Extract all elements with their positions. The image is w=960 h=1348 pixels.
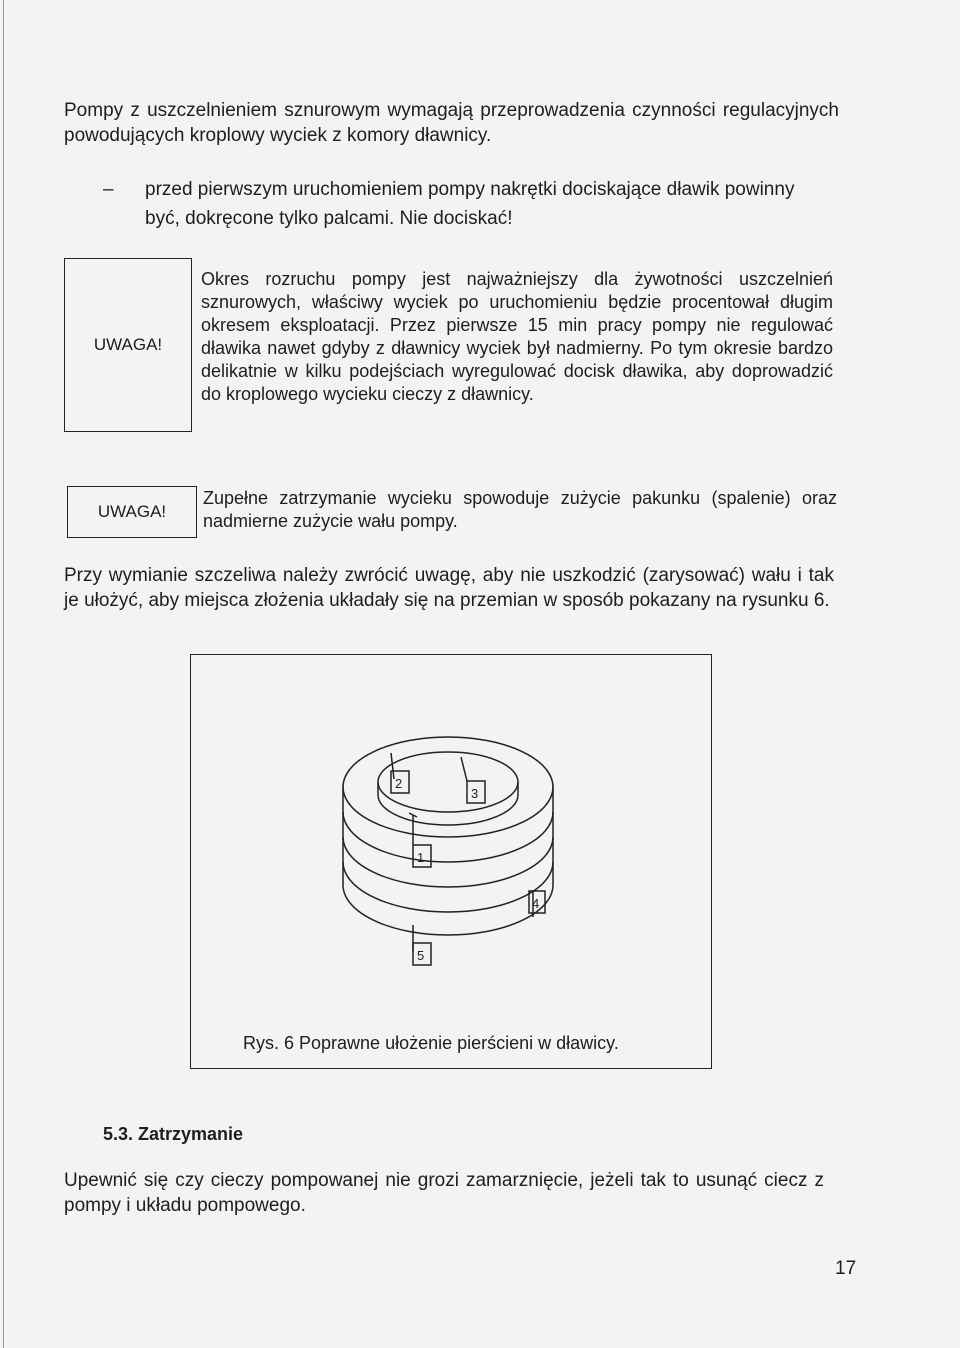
warning-label: UWAGA! bbox=[93, 335, 163, 354]
ring-label-1: 1 bbox=[417, 850, 425, 865]
warning2-label-box bbox=[67, 486, 197, 538]
stop-paragraph: Upewnić się czy cieczy pompowanej nie grozi zamarznięcie, jeżeli tak to usunąć ciecz z pompy i układu pompowego. bbox=[64, 1170, 824, 1216]
scan-edge-line bbox=[3, 0, 4, 1348]
ring-label-5: 5 bbox=[417, 948, 425, 963]
packing-rings-drawing bbox=[191, 655, 713, 1070]
ring-label-4: 4 bbox=[532, 896, 540, 911]
warning-label-box bbox=[64, 258, 192, 432]
figure-frame bbox=[190, 654, 712, 1069]
list-dash: – bbox=[103, 179, 114, 200]
figure-caption: Rys. 6 Poprawne ułożenie pierścieni w dławicy. bbox=[243, 1033, 619, 1053]
section-heading: 5.3. Zatrzymanie bbox=[103, 1124, 244, 1144]
warning-text: Okres rozruchu pompy jest najważniejszy dla żywotności uszczelnień sznurowych, właściwy wyciek po uruchomieniu będzie procentował długim okresem eksploatacji. Przez pierwsze 15 min pracy pompy nie regulować dławika nawet gdyby z dławnicy wyciek był nadmierny. Po tym okresie bardzo delikatnie w kilku podejściach wyregulować docisk dławika, aby doprowadzić do kroplowego wycieku cieczy z dławnicy. bbox=[201, 269, 833, 404]
ring-label-2: 2 bbox=[395, 776, 403, 791]
list-item-line1: przed pierwszym uruchomieniem pompy nakrętki dociskające dławik powinny bbox=[145, 179, 795, 200]
warning2-text: Zupełne zatrzymanie wycieku spowoduje zużycie pakunku (spalenie) oraz nadmierne zużycie wału pompy. bbox=[203, 488, 837, 531]
page-number: 17 bbox=[835, 1258, 857, 1279]
replacement-paragraph: Przy wymianie szczeliwa należy zwrócić uwagę, aby nie uszkodzić (zarysować) wału i tak je ułożyć, aby miejsca złożenia układały się na przemian w sposób pokazany na rysunku 6. bbox=[64, 565, 834, 611]
list-item-line2: być, dokręcone tylko palcami. Nie dociskać! bbox=[145, 208, 513, 229]
ring-label-3: 3 bbox=[471, 786, 479, 801]
warning2-label: UWAGA! bbox=[97, 502, 167, 521]
intro-paragraph: Pompy z uszczelnieniem sznurowym wymagają przeprowadzenia czynności regulacyjnych powodujących kroplowy wyciek z komory dławnicy. bbox=[64, 100, 839, 146]
